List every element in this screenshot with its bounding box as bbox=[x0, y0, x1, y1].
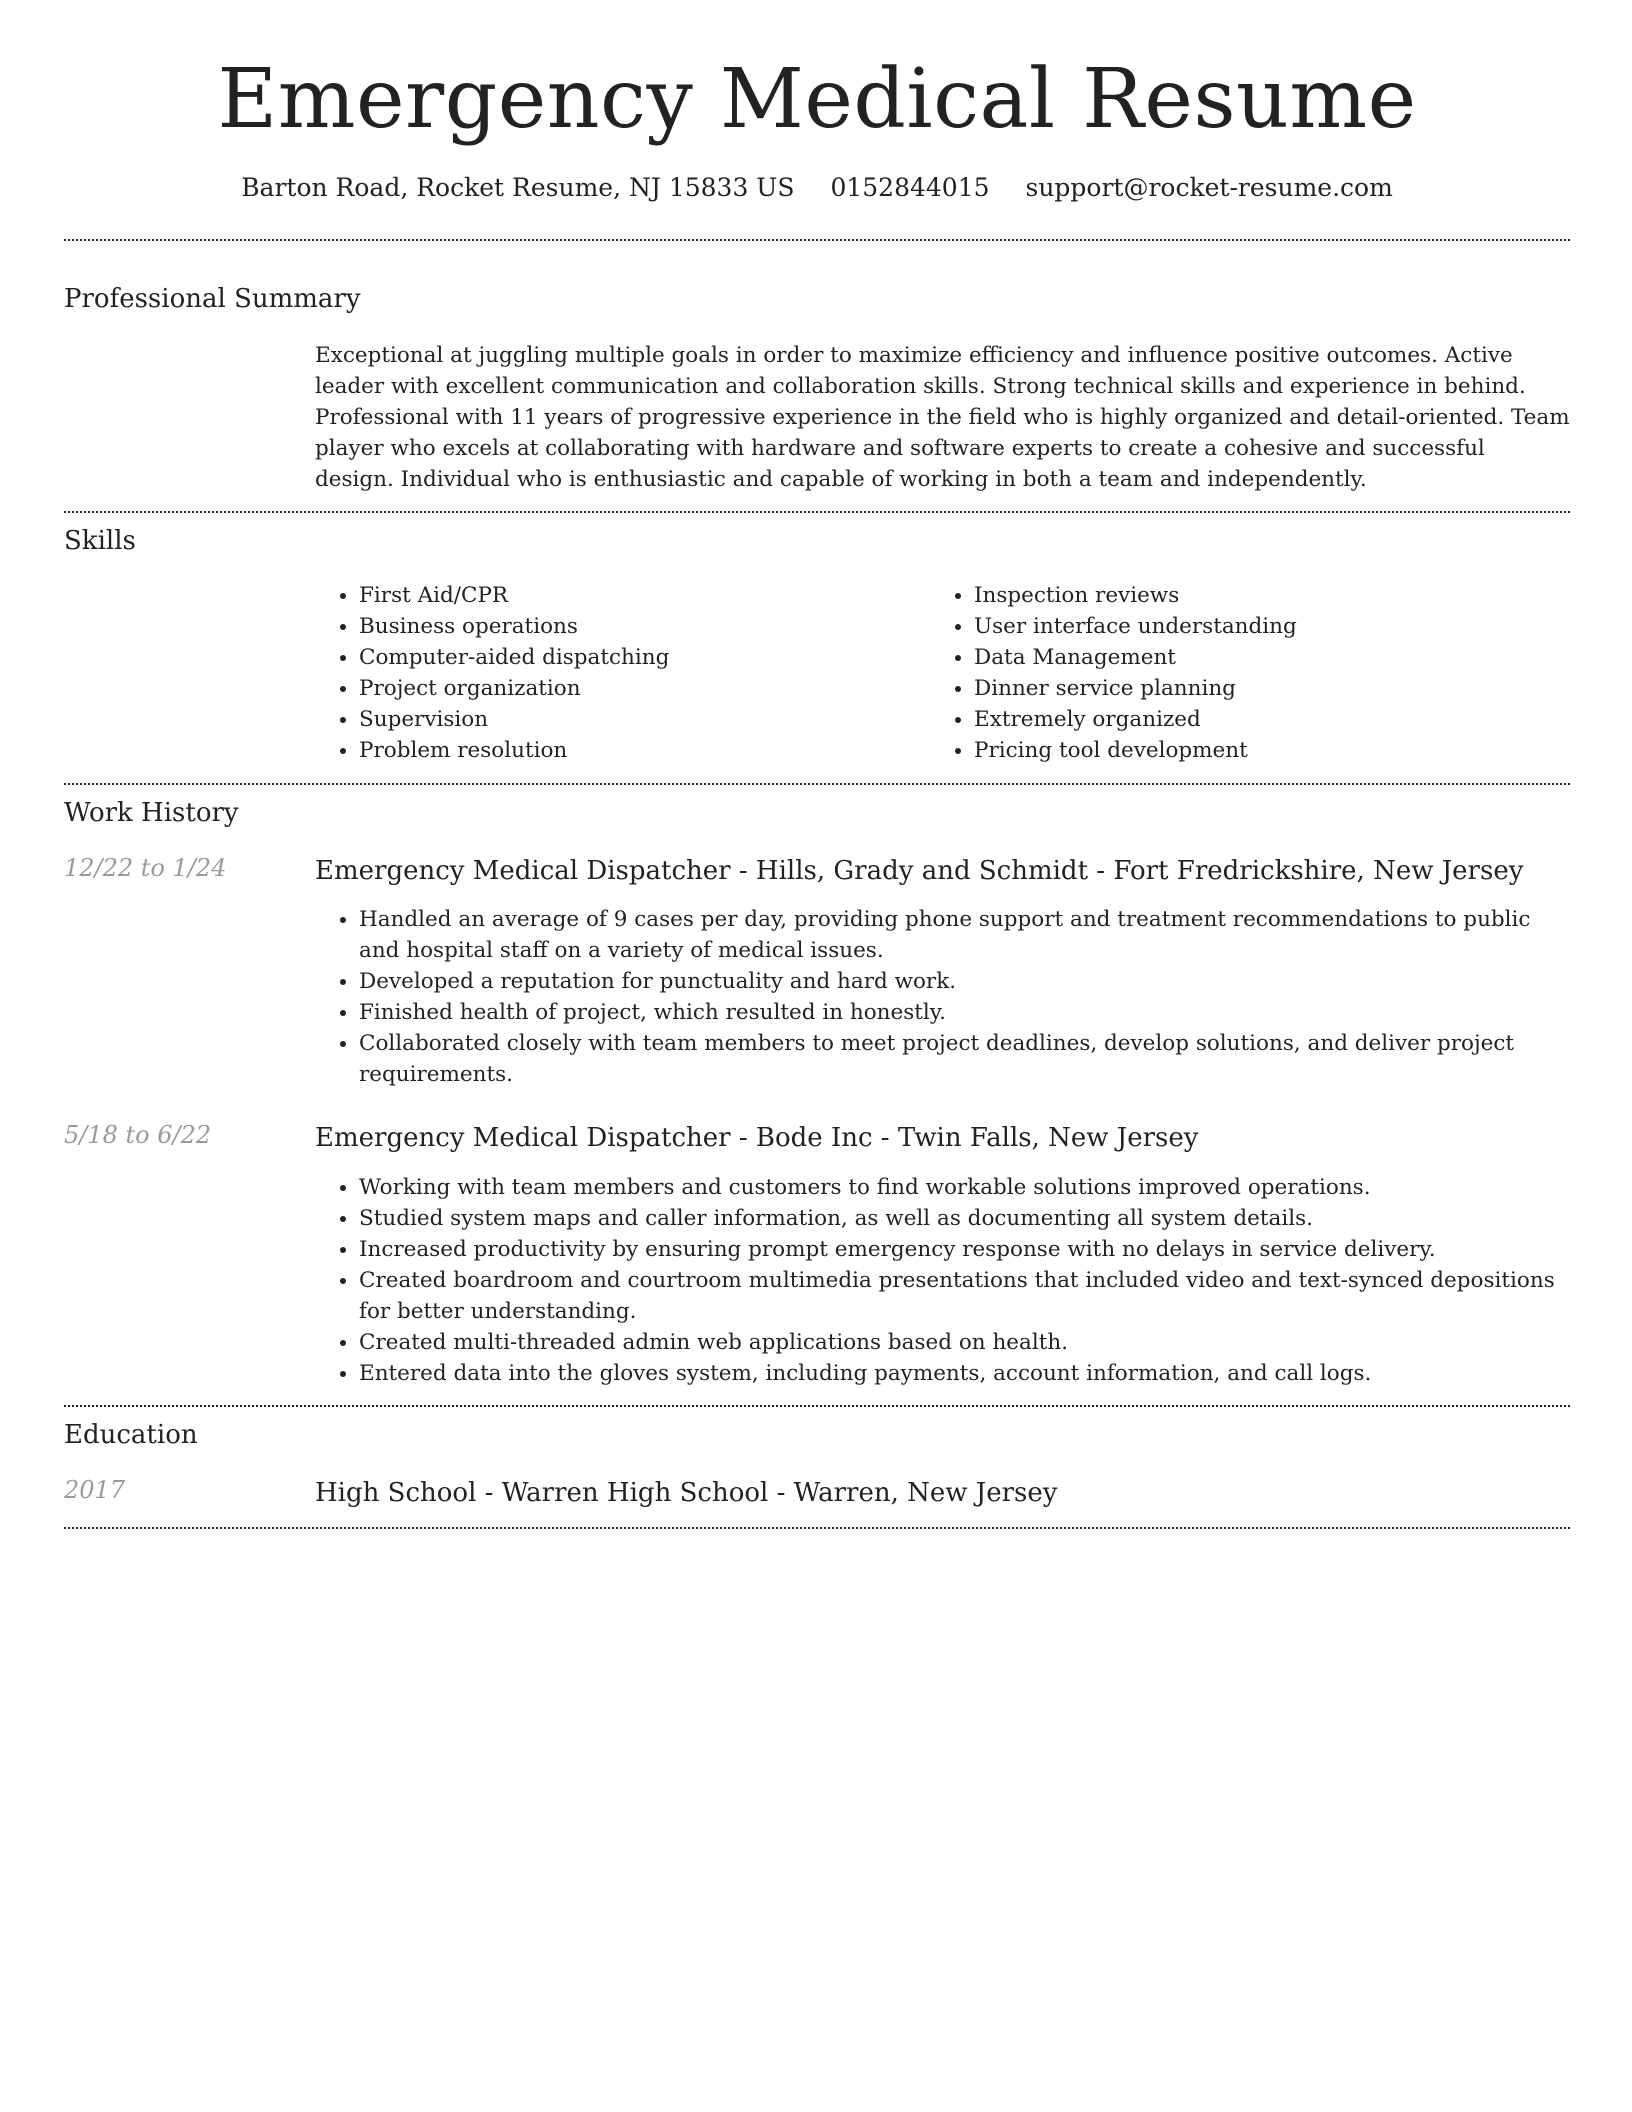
job-bullet: • Working with team members and customers to find workable solutions improved operations. bbox=[359, 1172, 1570, 1203]
job-location: Fort Fredrickshire, New Jersey bbox=[1113, 856, 1524, 886]
job-bullet: • Finished health of project, which resulted in honestly. bbox=[359, 997, 1570, 1028]
job-heading bbox=[315, 1121, 1570, 1155]
separator: - bbox=[730, 856, 756, 886]
job-bullets bbox=[315, 904, 1570, 1090]
job-bullet: • Collaborated closely with team members to meet project deadlines, develop solutions, and deliver project requirements. bbox=[359, 1028, 1570, 1090]
divider bbox=[64, 783, 1570, 785]
contact-email: support@rocket-resume.com bbox=[1025, 173, 1393, 202]
divider bbox=[64, 1405, 1570, 1407]
skill-item: • Business operations bbox=[359, 611, 925, 642]
job-bullet: • Created boardroom and courtroom multimedia presentations that included video and text-synced depositions for better understanding. bbox=[359, 1265, 1570, 1327]
skill-item: • Computer-aided dispatching bbox=[359, 642, 925, 673]
section-title-education: Education bbox=[64, 1420, 198, 1450]
skill-item: • Pricing tool development bbox=[974, 735, 1570, 766]
job-title: Emergency Medical Dispatcher bbox=[315, 856, 731, 886]
education-school: Warren High School bbox=[501, 1478, 769, 1508]
job-heading bbox=[315, 854, 1570, 888]
separator: - bbox=[730, 1123, 756, 1153]
separator: - bbox=[872, 1123, 898, 1153]
section-title-skills: Skills bbox=[64, 526, 136, 556]
job-title: Emergency Medical Dispatcher bbox=[315, 1123, 731, 1153]
education-location: Warren, New Jersey bbox=[793, 1478, 1058, 1508]
contact-phone: 0152844015 bbox=[830, 173, 990, 202]
job-bullet: • Created multi-threaded admin web applications based on health. bbox=[359, 1327, 1570, 1358]
separator: - bbox=[476, 1478, 502, 1508]
education-year: 2017 bbox=[64, 1476, 126, 1504]
job-employer: Hills, Grady and Schmidt bbox=[755, 856, 1089, 886]
skill-item: • Dinner service planning bbox=[974, 673, 1570, 704]
resume-name: Emergency Medical Resume bbox=[217, 52, 1417, 147]
divider bbox=[64, 511, 1570, 513]
job-dates: 12/22 to 1/24 bbox=[64, 854, 227, 882]
skill-item: • Project organization bbox=[359, 673, 925, 704]
job-employer: Bode Inc bbox=[755, 1123, 873, 1153]
divider bbox=[64, 239, 1570, 241]
job-bullets bbox=[315, 1172, 1570, 1389]
skill-item: • Supervision bbox=[359, 704, 925, 735]
summary-text: Exceptional at juggling multiple goals in order to maximize efficiency and influence positive outcomes. Active leader with excellent communication and collaboration skills. Strong technical skills and experience in behind. Professional with 11 years of progressive experience in the field who is highly organized and detail-oriented. Team player who excels at collaborating with hardware and software experts to create a cohesive and successful design. Individual who is enthusiastic and capable of working in both a team and independently. bbox=[315, 343, 1570, 492]
skills-list-left bbox=[315, 580, 925, 766]
education-degree: High School bbox=[315, 1478, 477, 1508]
divider bbox=[64, 1527, 1570, 1529]
skill-item: • User interface understanding bbox=[974, 611, 1570, 642]
skill-item: • Extremely organized bbox=[974, 704, 1570, 735]
job-bullet: • Developed a reputation for punctuality and hard work. bbox=[359, 966, 1570, 997]
section-title-work: Work History bbox=[64, 798, 239, 828]
job-location: Twin Falls, New Jersey bbox=[897, 1123, 1199, 1153]
skills-list-right bbox=[930, 580, 1570, 766]
section-title-summary: Professional Summary bbox=[64, 284, 361, 314]
job-bullet: • Studied system maps and caller information, as well as documenting all system details. bbox=[359, 1203, 1570, 1234]
skill-item: • Problem resolution bbox=[359, 735, 925, 766]
resume-page bbox=[64, 0, 1570, 1508]
education-heading bbox=[315, 1476, 1570, 1510]
contact-line bbox=[64, 172, 1570, 204]
job-bullet: • Handled an average of 9 cases per day, providing phone support and treatment recommendations to public and hospital staff on a variety of medical issues. bbox=[359, 904, 1570, 966]
contact-address: Barton Road, Rocket Resume, NJ 15833 US bbox=[241, 173, 795, 202]
skill-item: • Inspection reviews bbox=[974, 580, 1570, 611]
separator: - bbox=[768, 1478, 794, 1508]
job-bullet: • Entered data into the gloves system, including payments, account information, and call logs. bbox=[359, 1358, 1570, 1389]
separator: - bbox=[1088, 856, 1114, 886]
job-dates: 5/18 to 6/22 bbox=[64, 1121, 212, 1149]
skill-item: • First Aid/CPR bbox=[359, 580, 925, 611]
skill-item: • Data Management bbox=[974, 642, 1570, 673]
job-bullet: • Increased productivity by ensuring prompt emergency response with no delays in service delivery. bbox=[359, 1234, 1570, 1265]
